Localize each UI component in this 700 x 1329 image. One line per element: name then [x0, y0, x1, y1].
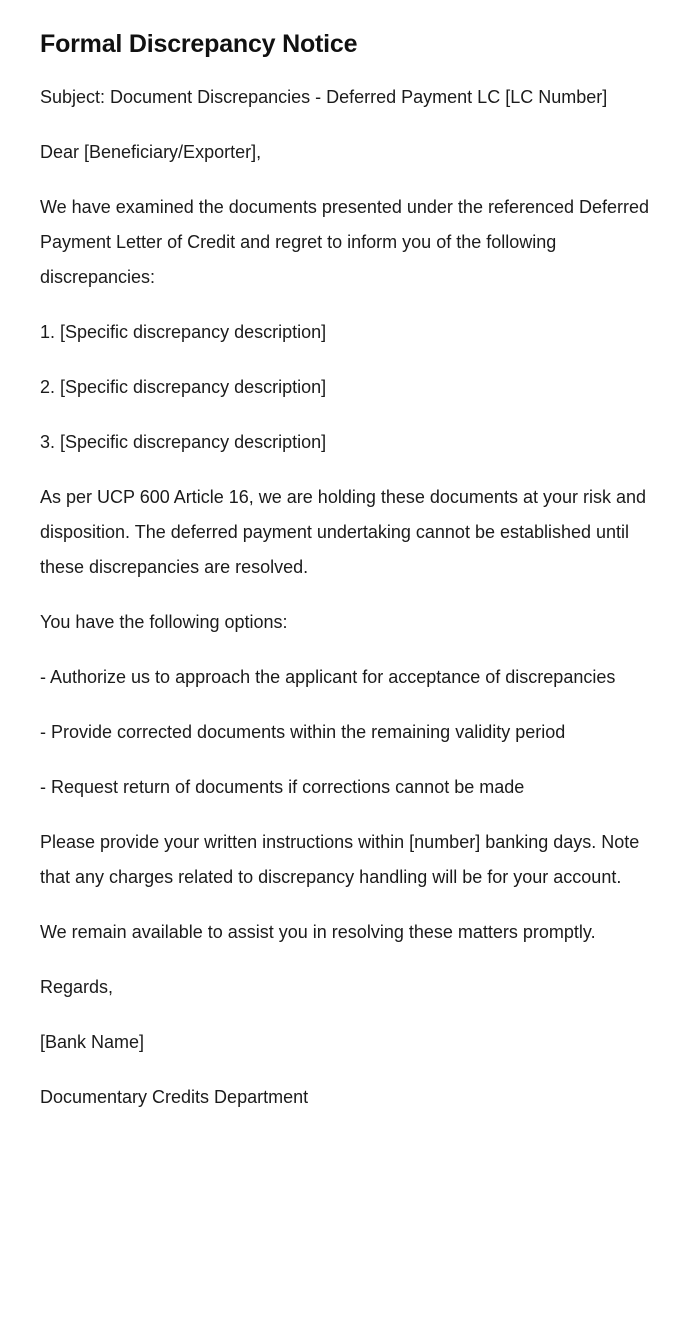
bank-name: [Bank Name] — [40, 1032, 145, 1052]
discrepancy-item: 3. [Specific discrepancy description] — [40, 432, 327, 452]
discrepancy-item: 1. [Specific discrepancy description] — [40, 322, 327, 342]
salutation: Dear [Beneficiary/Exporter], — [40, 142, 262, 162]
discrepancy-item: 2. [Specific discrepancy description] — [40, 377, 327, 397]
ucp-reference-paragraph: As per UCP 600 Article 16, we are holding these documents at your risk and disposition. The deferred payment undertaking cannot be established until these discrepancies are resolved. — [40, 487, 646, 577]
intro-paragraph: We have examined the documents presented under the referenced Deferred Payment Letter of Credit and regret to inform you of the following discrepancies: — [40, 197, 650, 287]
signoff: Regards, — [40, 977, 114, 997]
department-name: Documentary Credits Department — [40, 1087, 309, 1107]
options-heading: You have the following options: — [40, 612, 288, 632]
subject-line: Subject: Document Discrepancies - Deferred Payment LC [LC Number] — [40, 87, 608, 107]
instructions-paragraph: Please provide your written instructions within [number] banking days. Note that any charges related to discrepancy handling will be for your account. — [40, 832, 640, 887]
page-title: Formal Discrepancy Notice — [40, 30, 358, 58]
option-item: - Request return of documents if corrections cannot be made — [40, 777, 525, 797]
closing-paragraph: We remain available to assist you in resolving these matters promptly. — [40, 922, 596, 942]
option-item: - Provide corrected documents within the remaining validity period — [40, 722, 566, 742]
option-item: - Authorize us to approach the applicant for acceptance of discrepancies — [40, 667, 616, 687]
